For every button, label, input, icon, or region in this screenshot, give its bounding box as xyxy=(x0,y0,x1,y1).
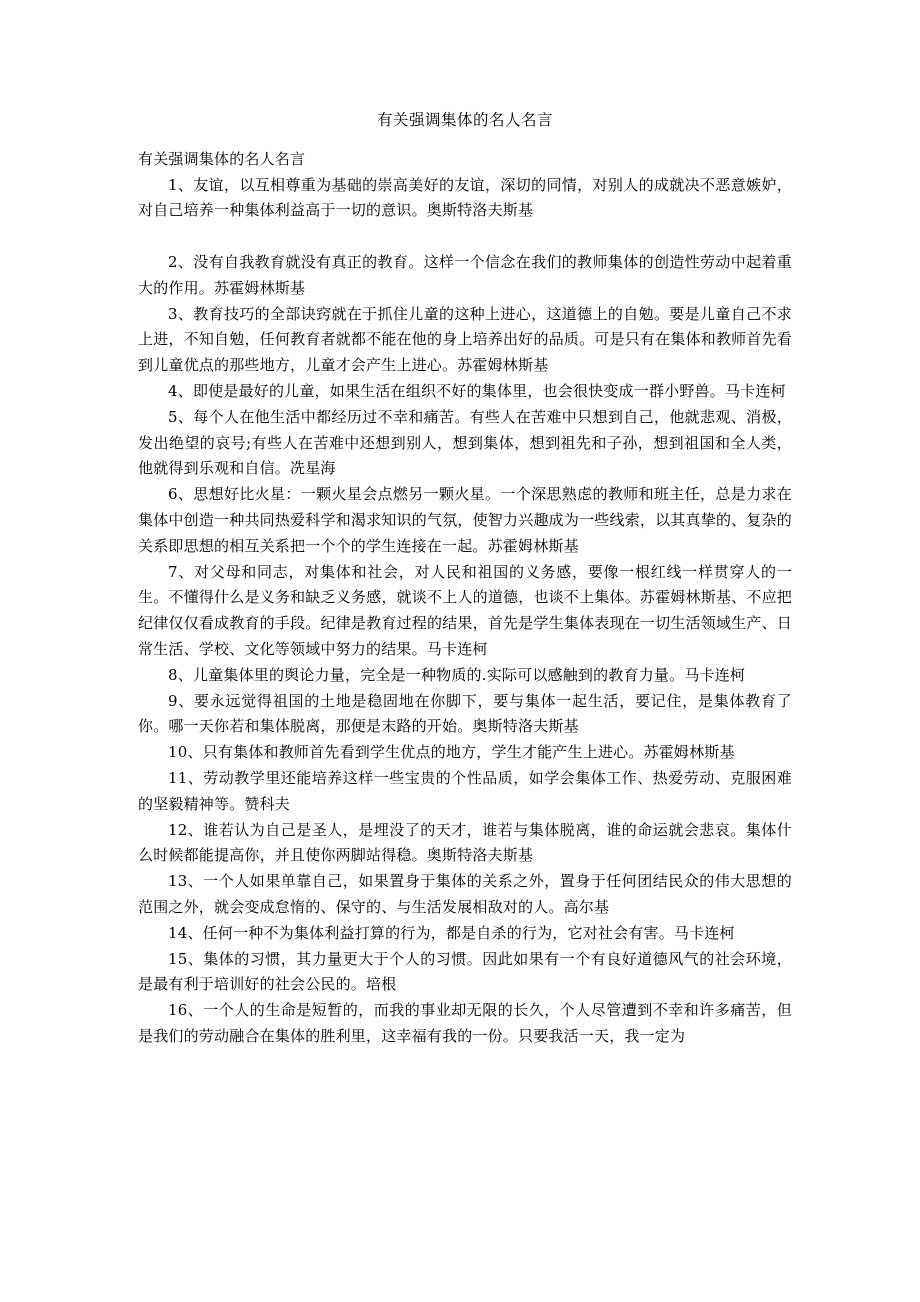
paragraph-item-14: 14、任何一种不为集体利益打算的行为，都是自杀的行为，它对社会有害。马卡连柯 xyxy=(168,923,735,942)
paragraph-item-3: 3、教育技巧的全部诀窍就在于抓住儿童的这种上进心，这道德上的自勉。要是儿童自己不求上进，不知自勉，任何教育者就都不能在他的身上培养出好的品质。可是只有在集体和教师首先看到儿童优点的那些地方，儿童才会产生上进心。苏霍姆林斯基 xyxy=(138,304,792,375)
paragraph-item-15: 15、集体的习惯，其力量更大于个人的习惯。因此如果有一个有良好道德风气的社会环境，是最有利于培训好的社会公民的。培根 xyxy=(138,949,792,994)
paragraph-heading-repeat: 有关强调集体的名人名言 xyxy=(138,149,306,168)
paragraph-item-4: 4、即使是最好的儿童，如果生活在组织不好的集体里，也会很快变成一群小野兽。马卡连柯 xyxy=(168,381,786,400)
document-body xyxy=(138,147,792,1050)
paragraph-item-11: 11、劳动教学里还能培养这样一些宝贵的个性品质，如学会集体工作、热爱劳动、克服困难的坚毅精神等。赞科夫 xyxy=(138,768,792,813)
paragraph-item-6: 6、思想好比火星：一颗火星会点燃另一颗火星。一个深思熟虑的教师和班主任，总是力求在集体中创造一种共同热爱科学和渴求知识的气氛，使智力兴趣成为一些线索，以其真挚的、复杂的关系即思想的相互关系把一个个的学生连接在一起。苏霍姆林斯基 xyxy=(138,485,792,555)
paragraph-item-13: 13、一个人如果单靠自己，如果置身于集体的关系之外，置身于任何团结民众的伟大思想的范围之外，就会变成怠惰的、保守的、与生活发展相敌对的人。高尔基 xyxy=(138,872,792,916)
paragraph-item-1: 1、友谊，以互相尊重为基础的崇高美好的友谊，深切的同情，对别人的成就决不恶意嫉妒，对自己培养一种集体利益高于一切的意识。奥斯特洛夫斯基 xyxy=(138,175,792,220)
paragraph-item-8: 8、儿童集体里的舆论力量，完全是一种物质的.实际可以感触到的教育力量。马卡连柯 xyxy=(168,665,746,684)
page-title: 有关强调集体的名人名言 xyxy=(376,111,553,129)
paragraph-item-5: 5、每个人在他生活中都经历过不幸和痛苦。有些人在苦难中只想到自己，他就悲观、消极，发出绝望的哀号;有些人在苦难中还想到别人，想到集体，想到祖先和子孙，想到祖国和全人类，他就得到乐观和自信。冼星海 xyxy=(138,407,792,478)
paragraph-item-2: 2、没有自我教育就没有真正的教育。这样一个信念在我们的教师集体的创造性劳动中起着重大的作用。苏霍姆林斯基 xyxy=(138,252,792,297)
paragraph-item-9: 9、要永远觉得祖国的土地是稳固地在你脚下，要与集体一起生活，要记住，是集体教育了你。哪一天你若和集体脱离，那便是末路的开始。奥斯特洛夫斯基 xyxy=(138,691,792,736)
paragraph-item-16: 16、一个人的生命是短暂的，而我的事业却无限的长久，个人尽管遭到不幸和许多痛苦，但是我们的劳动融合在集体的胜利里，这幸福有我的一份。只要我活一天，我一定为 xyxy=(138,1001,792,1045)
paragraph-item-10: 10、只有集体和教师首先看到学生优点的地方，学生才能产生上进心。苏霍姆林斯基 xyxy=(168,743,735,762)
paragraph-item-7: 7、对父母和同志，对集体和社会，对人民和祖国的义务感，要像一根红线一样贯穿人的一生。不懂得什么是义务和缺乏义务感，就谈不上人的道德，也谈不上集体。苏霍姆林斯基、不应把纪律仅仅看成教育的手段。纪律是教育过程的结果，首先是学生集体表现在一切生活领域生产、日常生活、学校、文化等领域中努力的结果。马卡连柯 xyxy=(138,562,792,658)
paragraph-item-12: 12、谁若认为自己是圣人，是埋没了的天才，谁若与集体脱离，谁的命运就会悲哀。集体什么时候都能提高你，并且使你两脚站得稳。奥斯特洛夫斯基 xyxy=(138,820,792,865)
